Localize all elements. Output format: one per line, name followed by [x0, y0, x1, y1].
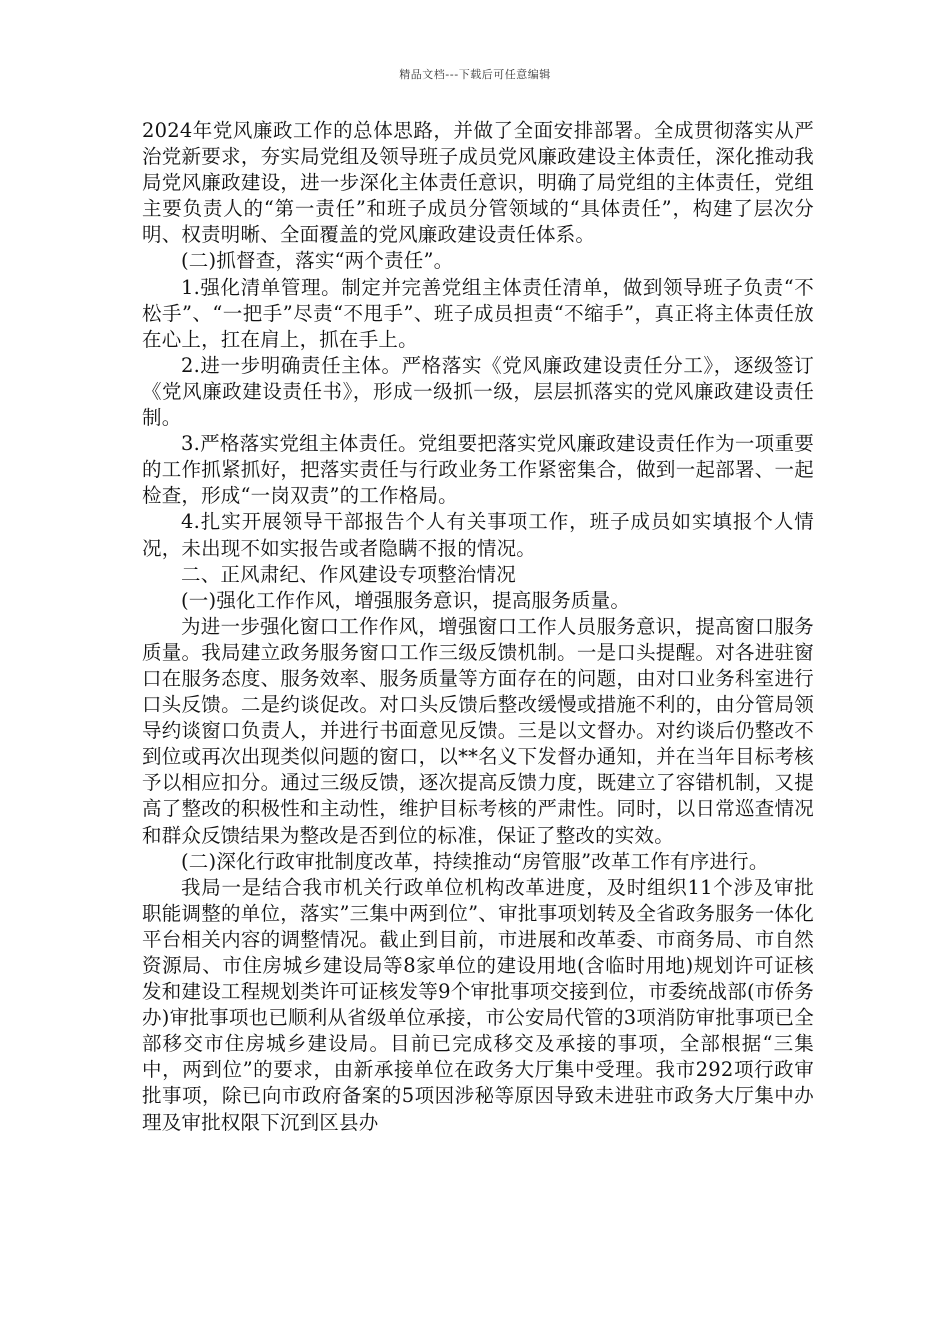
paragraph: 2024年党风廉政工作的总体思路，并做了全面安排部署。全成贯彻落实从严治党新要求，夯实局党组及领导班子成员党风廉政建设主体责任，深化推动我局党风廉政建设，进一步深化主体责任意识，明确了局党组的主体责任，党组主要负责人的“第一责任”和班子成员分管领域的“具体责任”，构建了层次分明、权责明晰、全面覆盖的党风廉政建设责任体系。: [142, 119, 814, 247]
paragraph: 为进一步强化窗口工作作风，增强窗口工作人员服务意识，提高窗口服务质量。我局建立政务服务窗口工作三级反馈机制。一是口头提醒。对各进驻窗口在服务态度、服务效率、服务质量等方面存在的问题，由对口业务科室进行口头反馈。二是约谈促改。对口头反馈后整改缓慢或措施不利的，由分管局领导约谈窗口负责人，并进行书面意见反馈。三是以文督办。对约谈后仍整改不到位或再次出现类似问题的窗口，以**名义下发督办通知，并在当年目标考核予以相应扣分。通过三级反馈，逐次提高反馈力度，既建立了容错机制，又提高了整改的积极性和主动性，维护目标考核的严肃性。同时，以日常巡查情况和群众反馈结果为整改是否到位的标准，保证了整改的实效。: [142, 614, 814, 847]
paragraph: 1.强化清单管理。制定并完善党组主体责任清单，做到领导班子负责“不松手”、“一把手”尽责“不甩手”、班子成员担责“不缩手”，真正将主体责任放在心上，扛在肩上，抓在手上。: [142, 275, 814, 351]
paragraph: 3.严格落实党组主体责任。党组要把落实党风廉政建设责任作为一项重要的工作抓紧抓好，把落实责任与行政业务工作紧密集合，做到一起部署、一起检查，形成“一岗双责”的工作格局。: [142, 432, 814, 508]
section-heading: (一)强化工作作风，增强服务意识，提高服务质量。: [181, 588, 631, 612]
page-header: 精品文档---下载后可任意编辑: [399, 68, 551, 81]
paragraph: 4.扎实开展领导干部报告个人有关事项工作，班子成员如实填报个人情况，未出现不如实报告或者隐瞒不报的情况。: [142, 510, 814, 560]
paragraph: 2.进一步明确责任主体。严格落实《党风廉政建设责任分工》，逐级签订《党风廉政建设责任书》，形成一级抓一级，层层抓落实的党风廉政建设责任制。: [142, 353, 814, 430]
paragraph: 我局一是结合我市机关行政单位机构改革进度，及时组织11个涉及审批职能调整的单位，落实”三集中两到位”、审批事项划转及全省政务服务一体化平台相关内容的调整情况。截止到目前，市进展和改革委、市商务局、市自然资源局、市住房城乡建设局等8家单位的建设用地(含临时用地)规划许可证核发和建设工程规划类许可证核发等9个审批事项交接到位，市委统战部(市侨务办)审批事项也已顺利从省级单位承接，市公安局代管的3项消防审批事项已全部移交市住房城乡建设局。目前已完成移交及承接的事项，全部根据“三集中，两到位”的要求，由新承接单位在政务大厅集中受理。我市292项行政审批事项，除已向市政府备案的5项因涉秘等原因导致未进驻市政务大厅集中办理及审批权限下沉到区县办: [142, 875, 814, 1134]
section-heading: 二、正风肃纪、作风建设专项整治情况: [181, 562, 516, 586]
section-heading: (二)深化行政审批制度改革，持续推动“房管服”改革工作有序进行。: [181, 849, 769, 873]
document-body: [142, 118, 814, 1136]
section-heading: (二)抓督查，落实“两个责任”。: [181, 249, 454, 273]
